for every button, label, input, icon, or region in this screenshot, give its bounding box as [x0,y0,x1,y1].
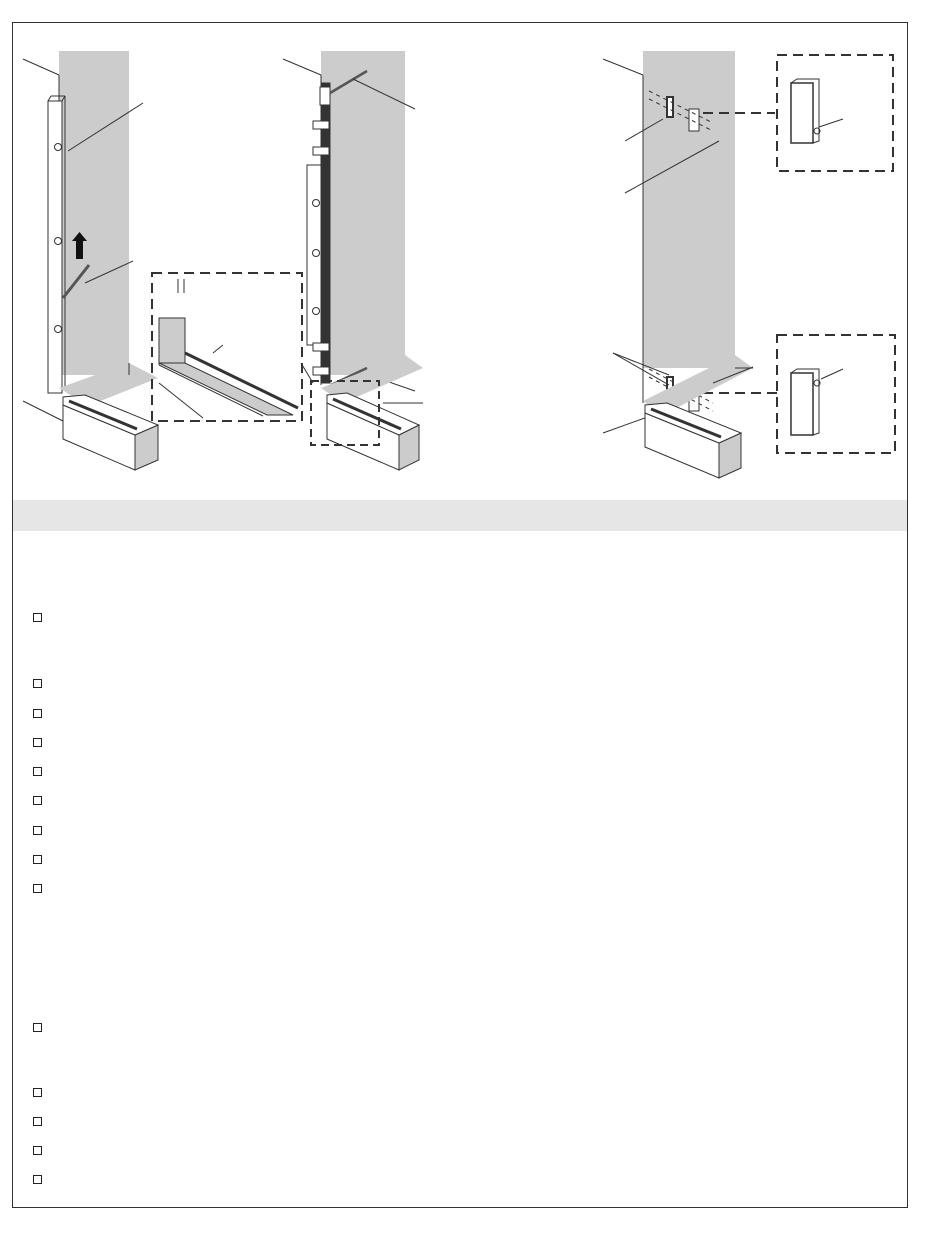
checkbox[interactable] [33,709,42,718]
checkbox[interactable] [33,679,42,688]
checkbox[interactable] [33,613,42,622]
section-header-band [13,500,907,531]
checkbox[interactable] [33,1088,42,1097]
panel-2 [283,51,423,470]
checkbox[interactable] [33,767,42,776]
checkbox[interactable] [33,1146,42,1155]
instruction-sheet [12,22,908,1208]
checkbox[interactable] [33,1117,42,1126]
checkbox[interactable] [33,796,42,805]
checkbox[interactable] [33,884,42,893]
checkbox[interactable] [33,826,42,835]
checkbox[interactable] [33,855,42,864]
checkbox[interactable] [33,738,42,747]
checkbox[interactable] [33,1023,42,1032]
panel-1 [23,51,158,470]
installation-illustration [13,23,909,499]
detail-inset-1 [152,273,302,421]
detail-inset-3 [777,335,895,453]
panel-3 [603,51,777,478]
checkbox[interactable] [33,1175,42,1184]
detail-inset-2 [777,55,893,171]
